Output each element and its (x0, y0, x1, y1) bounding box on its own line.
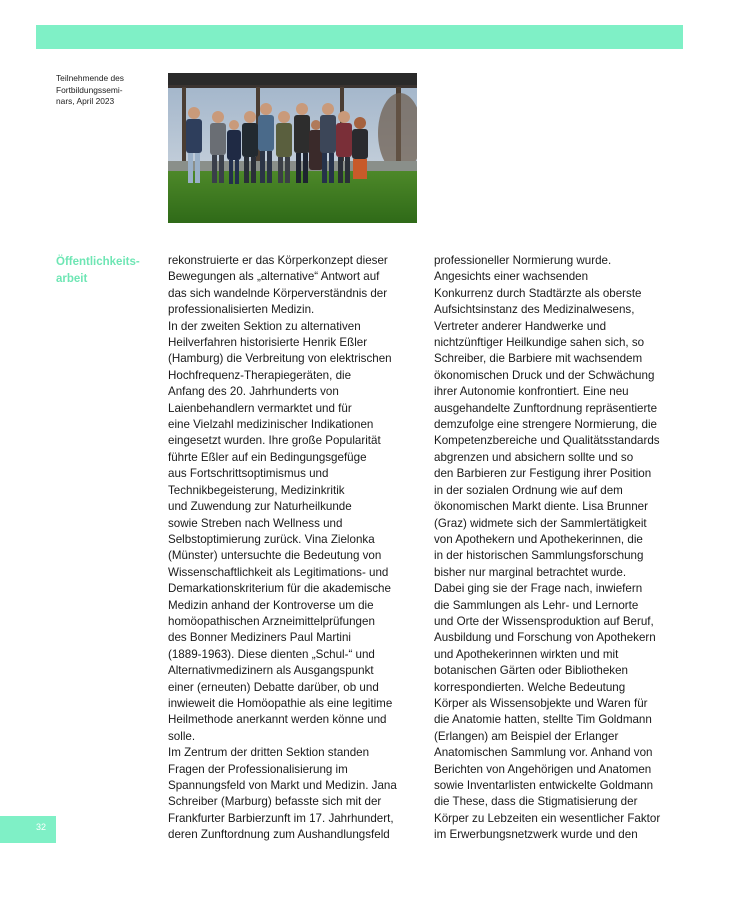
text-line: Spannungsfeld von Markt und Medizin. Jana (168, 779, 397, 792)
figure-caption (56, 73, 156, 108)
section-label-line: arbeit (56, 273, 88, 285)
caption-line: Fortbildungssemi- (56, 84, 123, 95)
text-line: Selbstoptimierung zurück. Vina Zielonka (168, 532, 375, 546)
text-line: und Orte der Wissensproduktion auf Beruf, (434, 614, 654, 628)
text-line: in der sozialen Ordnung wie auf dem (434, 483, 623, 497)
text-line: (Hamburg) die Verbreitung von elektrischen (168, 352, 392, 366)
text-line: professionalisierten Medizin. (168, 303, 315, 317)
text-line: des Bonner Mediziners Paul Martini (168, 631, 352, 645)
text-line: (Münster) untersuchte die Bedeutung von (168, 549, 382, 563)
text-line: im Erwerbungsnetzwerk wurde und den (434, 828, 638, 842)
text-line: Technikbegeisterung, Medizinkritik (168, 483, 345, 497)
text-line: einer (erneuten) Debatte darüber, ob und (168, 680, 379, 694)
text-line: bisher nur marginal betrachtet wurde. (434, 565, 627, 579)
text-line: professioneller Normierung wurde. (434, 254, 612, 267)
text-line: Dabei ging sie der Frage nach, inwiefern (434, 582, 643, 596)
text-line: in der historischen Sammlungsforschung (434, 549, 644, 563)
section-label-line: Öffentlichkeits- (56, 256, 140, 268)
body-text-column-right (434, 253, 686, 844)
text-line: Fragen der Professionalisierung im (168, 762, 348, 776)
text-line: Alternativmedizinern als Ausgangspunkt (168, 664, 374, 678)
text-line: Bewegungen als „alternative“ Antwort auf (168, 270, 380, 284)
text-line: homöopathischen Arzneimittelprüfungen (168, 614, 375, 628)
text-line: Anatomischen Sammlung vor. Anhand von (434, 746, 653, 760)
text-line: die Anatomie hatten, stellte Tim Goldmann (434, 713, 652, 727)
body-text-column-left (168, 253, 418, 844)
text-line: die These, dass die Stigmatisierung der (434, 795, 638, 809)
group-photo (168, 73, 417, 223)
caption-line: Teilnehmende des (56, 73, 124, 83)
text-line: rekonstruierte er das Körperkonzept dieser (168, 254, 388, 267)
text-line: Kompetenzbereiche und Qualitätsstandards (434, 434, 660, 448)
text-line: und Zuwendung zur Naturheilkunde (168, 500, 352, 514)
text-line: solle. (168, 729, 196, 743)
text-line: Ausbildung und Forschung von Apothekern (434, 631, 656, 645)
text-line: In der zweiten Sektion zu alternativen (168, 319, 361, 333)
text-line: Aufsichtsinstanz des Medizinalwesens, (434, 303, 635, 317)
text-line: Angesichts einer wachsenden (434, 270, 589, 284)
text-line: deren Zunftordnung zum Aushandlungsfeld (168, 828, 390, 842)
text-line: führte Eßler auf ein Bedingungsgefüge (168, 450, 367, 464)
text-line: botanischen Gärten oder Bibliotheken (434, 664, 629, 678)
text-line: Im Zentrum der dritten Sektion standen (168, 746, 370, 760)
text-line: Berichten von Angehörigen und Anatomen (434, 762, 652, 776)
text-line: ökonomischen Markt diente. Lisa Brunner (434, 500, 648, 514)
text-line: abgrenzen und absichern sollte und so (434, 450, 634, 464)
header-accent-bar (36, 25, 683, 49)
text-line: Heilmethode anerkannt werden könne und (168, 713, 387, 727)
text-line: Medizin anhand der Kontroverse um die (168, 598, 374, 612)
text-line: aus Fortschrittsoptimismus und (168, 467, 329, 481)
text-line: von Apothekern und Apothekerinnen, die (434, 532, 643, 546)
text-line: eine Vielzahl medizinischer Indikationen (168, 418, 374, 432)
text-line: Demarkationskriterium für die akademische (168, 582, 391, 596)
text-line: ihrer Autonomie konfrontiert. Eine neu (434, 385, 629, 399)
text-line: Anfang des 20. Jahrhunderts von (168, 385, 339, 399)
text-line: und Apothekerinnen wirkten und mit (434, 647, 619, 661)
text-line: nichtzünftiger Heilkundige sahen sich, so (434, 336, 645, 350)
text-line: das sich wandelnde Körperverständnis der (168, 286, 388, 300)
page-number-tab (0, 816, 56, 843)
section-label (56, 254, 156, 288)
text-line: (Graz) widmete sich der Sammlertätigkeit (434, 516, 647, 530)
text-line: ökonomischen Druck und der Schwächung (434, 368, 655, 382)
text-line: Körper als Wissensobjekte und Waren für (434, 696, 648, 710)
text-line: sowie Streben nach Wellness und (168, 516, 343, 530)
text-line: Körper zu Lebzeiten ein wesentlicher Faktor (434, 811, 661, 825)
text-line: korrespondierten. Welche Bedeutung (434, 680, 626, 694)
text-line: demzufolge eine strengere Normierung, die (434, 418, 657, 432)
text-line: ausgehandelte Zunftordnung repräsentierte (434, 401, 658, 415)
text-line: inwieweit die Homöopathie als eine legitime (168, 696, 393, 710)
caption-line: nars, April 2023 (56, 96, 115, 106)
text-line: Schreiber, die Barbiere mit wachsendem (434, 352, 643, 366)
text-line: Heilverfahren historisierte Henrik Eßler (168, 336, 368, 350)
page-number: 32 (36, 822, 47, 832)
text-line: Laienbehandlern vermarktet und für (168, 401, 352, 415)
text-line: Hochfrequenz-Therapiegeräten, die (168, 368, 352, 382)
text-line: eingesetzt wurden. Ihre große Popularität (168, 434, 381, 448)
text-line: den Barbieren zur Festigung ihrer Position (434, 467, 652, 481)
text-line: (1889-1963). Diese dienten „Schul-“ und (168, 647, 375, 661)
text-line: die Sammlungen als Lehr- und Lernorte (434, 598, 639, 612)
text-line: sowie Inventarlisten entwickelte Goldmann (434, 779, 654, 792)
text-line: Vertreter anderer Handwerke und (434, 319, 607, 333)
text-line: Konkurrenz durch Stadtärzte als oberste (434, 286, 642, 300)
text-line: (Erlangen) am Beispiel der Erlanger (434, 729, 619, 743)
text-line: Wissenschaftlichkeit als Legitimations- und (168, 565, 389, 579)
text-line: Schreiber (Marburg) befasste sich mit der (168, 795, 382, 809)
text-line: Frankfurter Barbierzunft im 17. Jahrhundert, (168, 811, 394, 825)
